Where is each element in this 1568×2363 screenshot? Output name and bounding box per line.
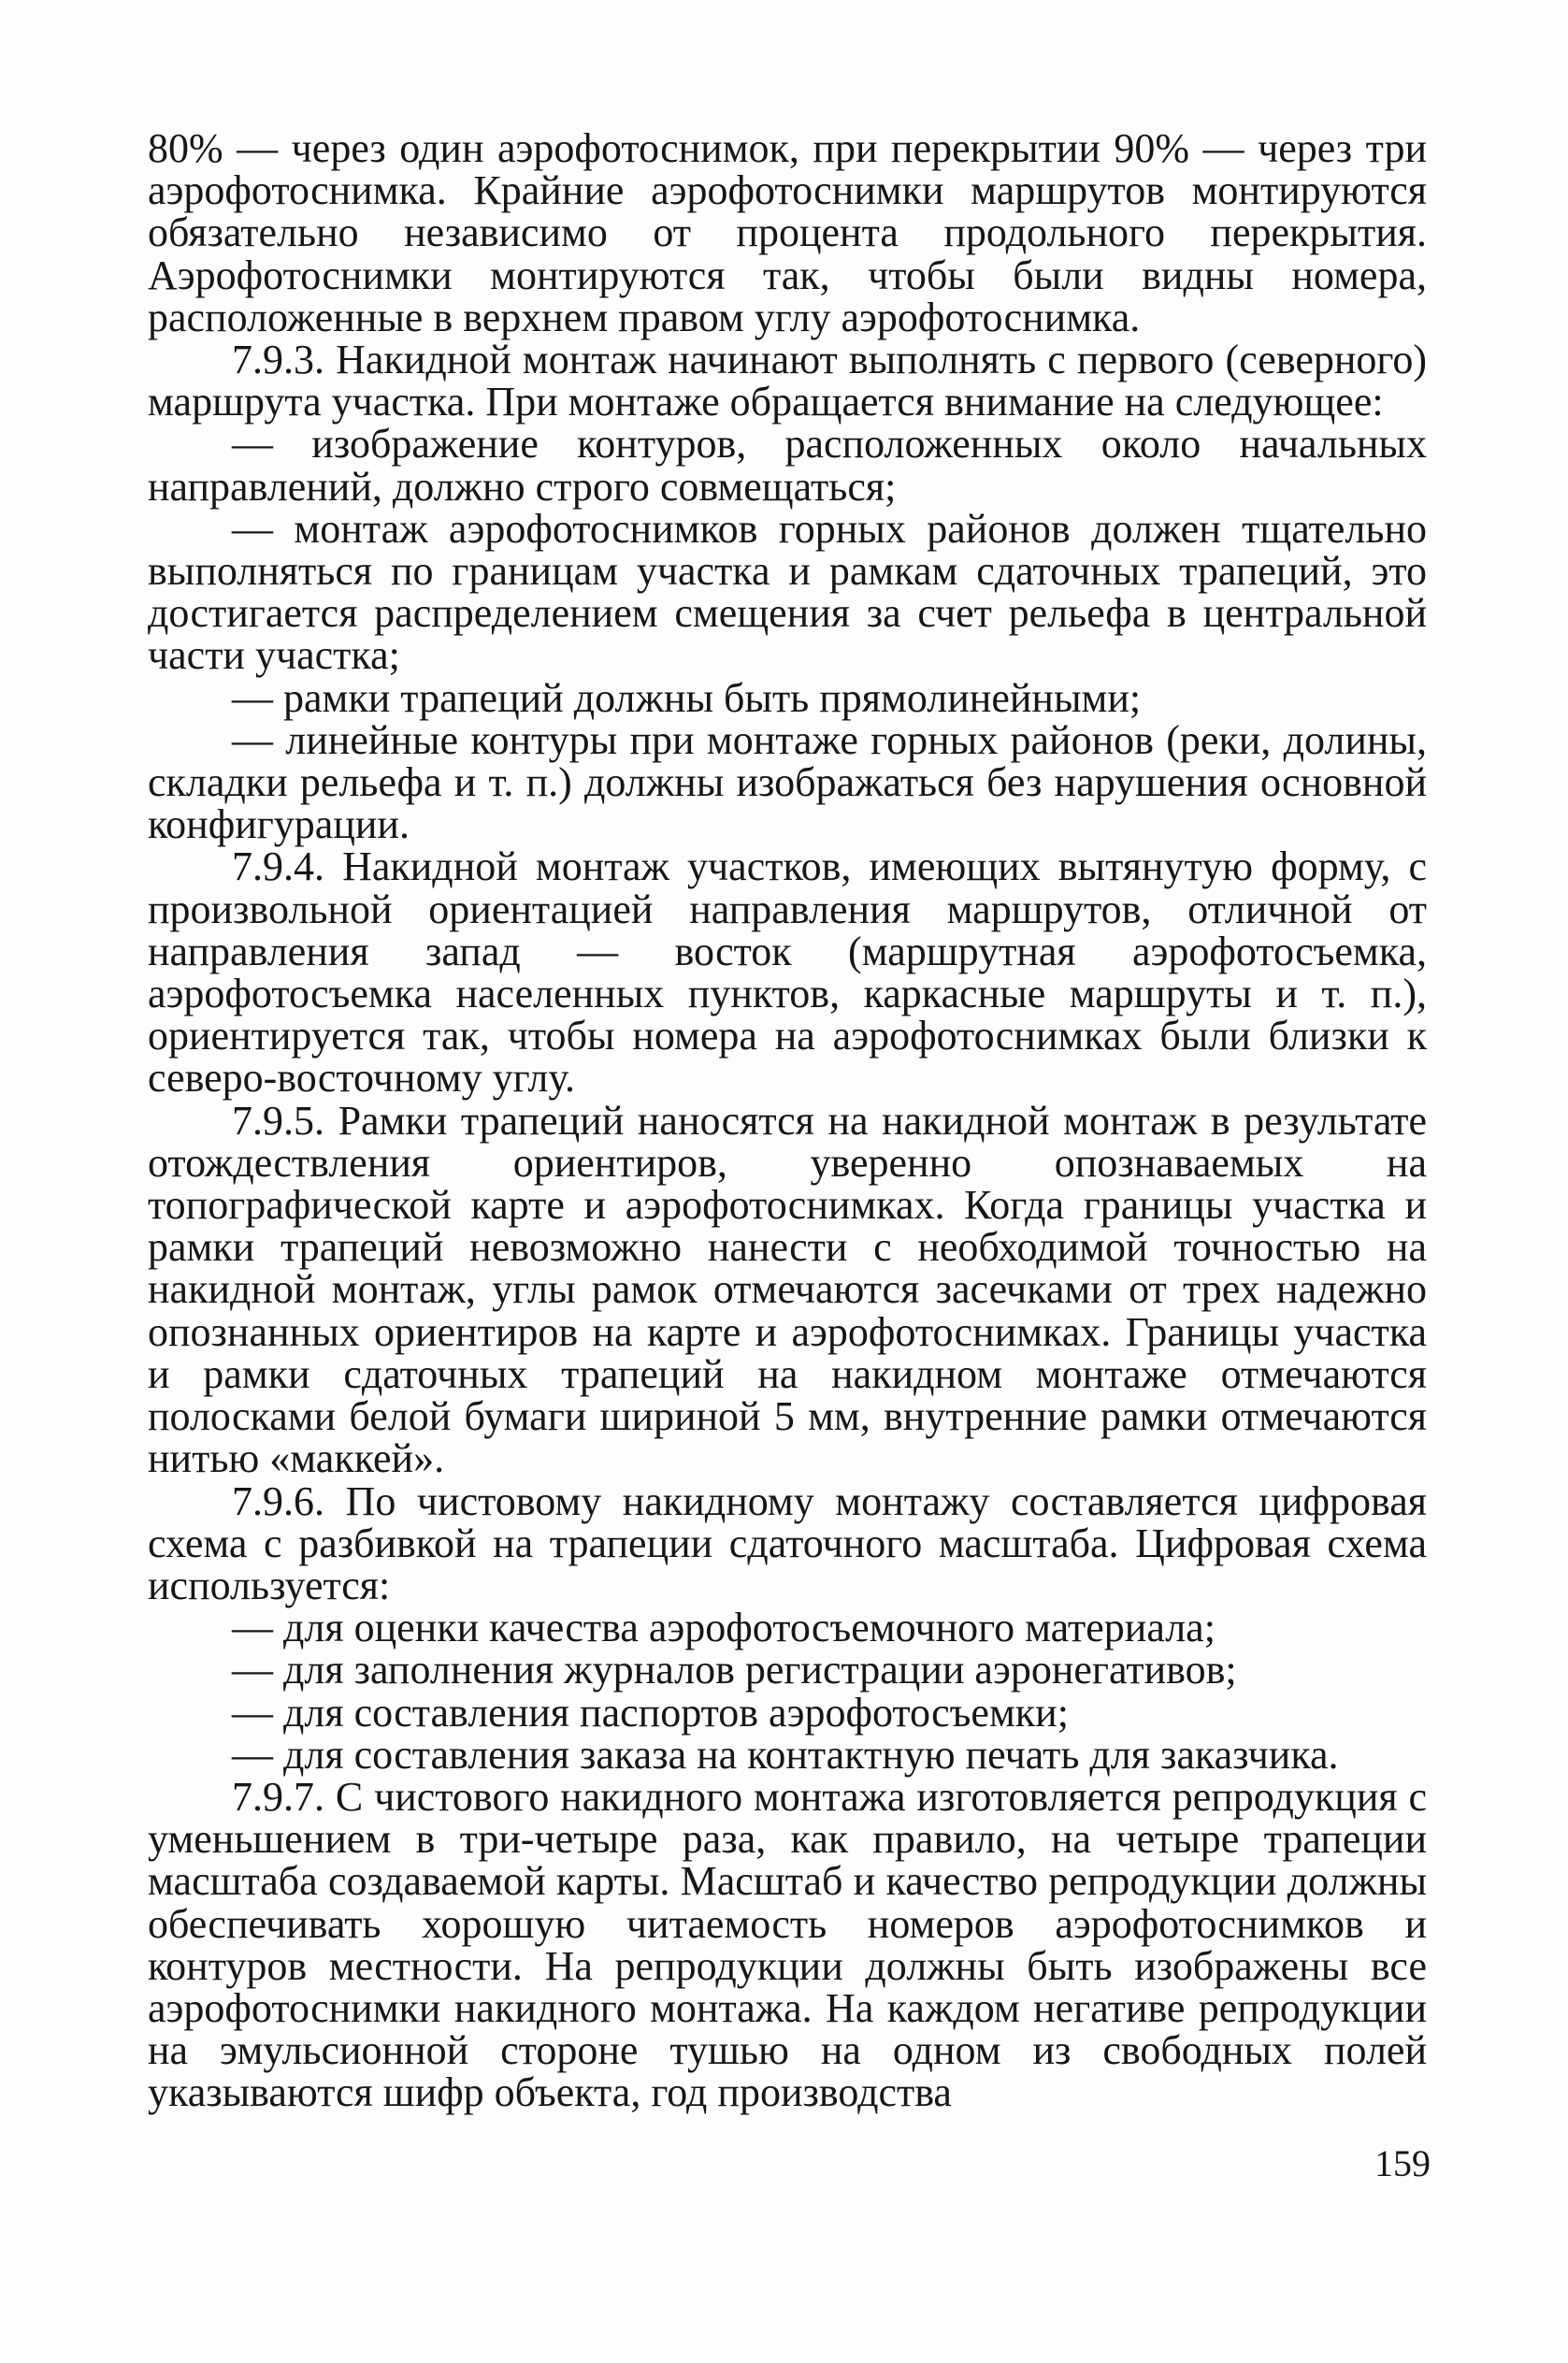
- page-number: 159: [1374, 2142, 1431, 2184]
- text-column: [148, 127, 1427, 2114]
- paragraph-7-9-5: 7.9.5. Рамки трапеций наносятся на накидной монтаж в результате отождествления ориентиров, уверенно опознаваемых на топографической карте и аэрофотоснимках. Когда границы участка и рамки трапеций невозможно нанести с необходимой точностью на накидной монтаж, углы рамок отмечаются засечками от трех надежно опознанных ориентиров на карте и аэрофотоснимках. Границы участка и рамки сдаточных трапеций на накидном монтаже отмечаются полосками белой бумаги шириной 5 мм, внутренние рамки отмечаются нитью «маккей».: [148, 1097, 1427, 1482]
- paragraph-7-9-7: 7.9.7. С чистового накидного монтажа изготовляется репродукция с уменьшением в три-четыре раза, как правило, на четыре трапеции масштаба создаваемой карты. Масштаб и качество репродукции должны обеспечивать хорошую читаемость номеров аэрофотоснимков и контуров местности. На репродукции должны быть изображены все аэрофотоснимки накидного монтажа. На каждом негативе репродукции на эмульсионной стороне тушью на одном из свободных полей указываются шифр объекта, год производства: [148, 1773, 1427, 2116]
- list-item: — для составления заказа на контактную печать для заказчика.: [232, 1731, 1339, 1778]
- list-item: — монтаж аэрофотоснимков горных районов должен тщательно выполняться по границам участка и рамкам сдаточных трапеций, это достигается распределением смещения за счет рельефа в центральной части участка;: [148, 505, 1427, 679]
- list-item: — линейные контуры при монтаже горных районов (реки, долины, складки рельефа и т. п.) должны изображаться без нарушения основной конфигурации.: [148, 716, 1427, 848]
- list-item: — для составления паспортов аэрофотосъемки;: [232, 1689, 1069, 1736]
- list-item: — рамки трапеций должны быть прямолинейными;: [232, 674, 1142, 721]
- paragraph-7-9-6: 7.9.6. По чистовому накидному монтажу составляется цифровая схема с разбивкой на трапеции сдаточного масштаба. Цифровая схема используется:: [148, 1477, 1427, 1608]
- list-item: — для заполнения журналов регистрации аэронегативов;: [232, 1647, 1237, 1693]
- paragraph-7-9-3: 7.9.3. Накидной монтаж начинают выполнять с первого (северного) маршрута участка. При монтаже обращается внимание на следующее:: [148, 337, 1427, 425]
- paragraph-7-9-4: 7.9.4. Накидной монтаж участков, имеющих вытянутую форму, с произвольной ориентацией направления маршрутов, отличной от направления запад — восток (маршрутная аэрофотосъемка, аэрофотосъемка населенных пунктов, каркасные маршруты и т. п.), ориентируется так, чтобы номера на аэрофотоснимках были близки к северо-восточному углу.: [148, 843, 1427, 1102]
- list-item: — для оценки качества аэрофотосъемочного материала;: [232, 1605, 1216, 1651]
- list-item: — изображение контуров, расположенных около начальных направлений, должно строго совмещаться;: [148, 421, 1427, 510]
- paragraph-continuation: 80% — через один аэрофотоснимок, при перекрытии 90% — через три аэрофотоснимка. Крайние аэрофотоснимки маршрутов монтируются обязательно независимо от процента продольного перекрытия. Аэрофотоснимки монтируются так, чтобы были видны номера, расположенные в верхнем правом углу аэрофотоснимка.: [148, 125, 1427, 340]
